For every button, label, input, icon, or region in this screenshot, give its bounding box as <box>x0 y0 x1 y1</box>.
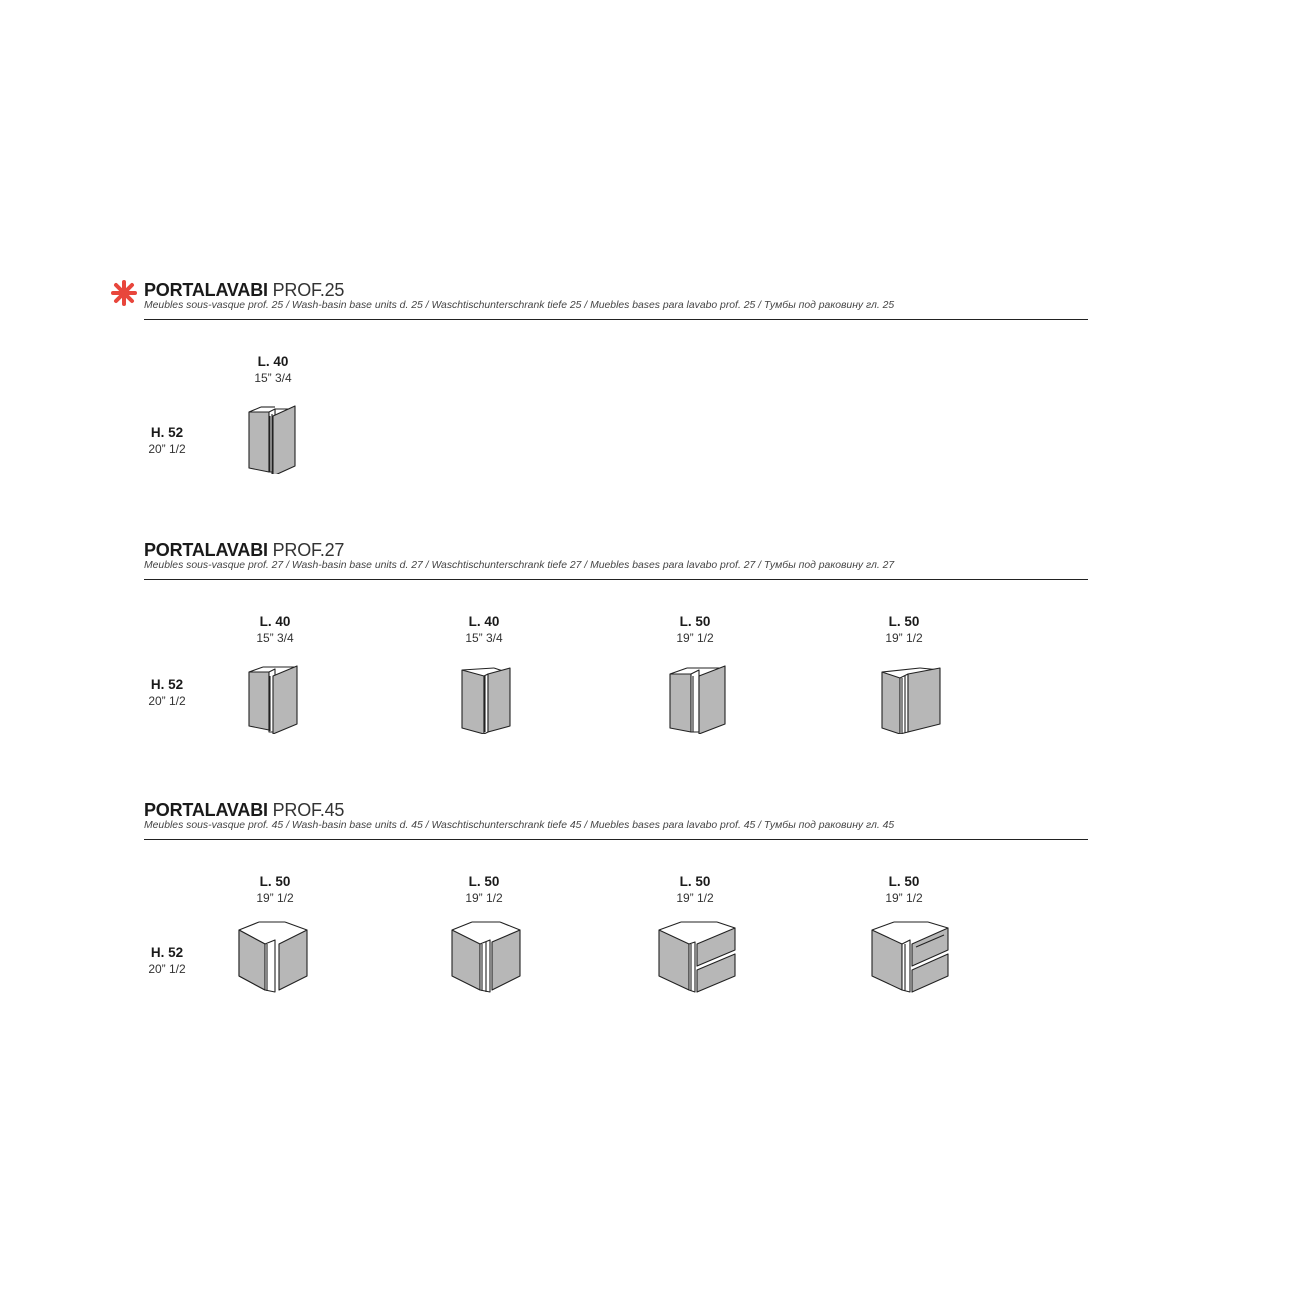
section-title <box>144 799 344 821</box>
section-subtitle: Meubles sous-vasque prof. 45 / Wash-basin base units d. 45 / Waschtischunterschrank tiefe 45 / Muebles bases para lavabo prof. 45 / Тумбы под раковину гл. 45 <box>144 820 895 831</box>
height-inches: 20” 1/2 <box>148 962 186 976</box>
section-prof-27 <box>0 533 1300 773</box>
product-item[interactable] <box>215 874 335 907</box>
section-subtitle: Meubles sous-vasque prof. 27 / Wash-basin base units d. 27 / Waschtischunterschrank tiefe 27 / Muebles bases para lavabo prof. 27 / Тумбы под раковину гл. 27 <box>144 560 895 571</box>
height-label <box>142 945 192 978</box>
height-value: H. 52 <box>150 945 184 960</box>
cabinet-two-drawers-right-icon <box>844 914 964 994</box>
product-item[interactable] <box>215 614 335 647</box>
cabinet-single-door-right-hinge-icon <box>213 394 333 474</box>
section-title <box>144 539 344 561</box>
section-title-bold: PORTALAVABI <box>144 800 268 820</box>
height-label <box>142 425 192 458</box>
height-value: H. 52 <box>150 677 184 692</box>
cabinet-deep-door-left-hinge-icon <box>424 914 544 994</box>
width-inches: 15” 3/4 <box>254 371 292 385</box>
section-title-depth: PROF.27 <box>272 540 345 560</box>
section-divider <box>144 319 1088 320</box>
product-item[interactable] <box>844 614 964 647</box>
product-item[interactable] <box>844 874 964 907</box>
height-label <box>142 677 192 710</box>
section-prof-45 <box>0 793 1300 1033</box>
width-inches: 19” 1/2 <box>885 891 923 905</box>
width-value: L. 50 <box>888 614 920 629</box>
section-divider <box>144 579 1088 580</box>
width-value: L. 40 <box>259 614 291 629</box>
product-item[interactable] <box>635 614 755 647</box>
section-title-depth: PROF.25 <box>272 280 345 300</box>
height-inches: 20” 1/2 <box>148 442 186 456</box>
asterisk-icon <box>111 280 137 306</box>
width-value: L. 50 <box>468 874 500 889</box>
width-inches: 19” 1/2 <box>676 891 714 905</box>
width-inches: 19” 1/2 <box>465 891 503 905</box>
cabinet-single-door-right-hinge-icon <box>635 654 755 734</box>
section-prof-25 <box>0 273 1300 513</box>
width-value: L. 50 <box>679 614 711 629</box>
product-item[interactable] <box>213 354 333 387</box>
width-value: L. 50 <box>888 874 920 889</box>
width-inches: 19” 1/2 <box>885 631 923 645</box>
height-inches: 20” 1/2 <box>148 694 186 708</box>
product-item[interactable] <box>424 874 544 907</box>
section-subtitle: Meubles sous-vasque prof. 25 / Wash-basin base units d. 25 / Waschtischunterschrank tiefe 25 / Muebles bases para lavabo prof. 25 / Тумбы под раковину гл. 25 <box>144 300 895 311</box>
section-title-depth: PROF.45 <box>272 800 345 820</box>
cabinet-single-door-left-hinge-icon <box>424 654 544 734</box>
width-value: L. 40 <box>257 354 289 369</box>
height-value: H. 52 <box>150 425 184 440</box>
cabinet-deep-door-right-hinge-icon <box>215 914 335 994</box>
cabinet-two-drawers-left-icon <box>635 914 755 994</box>
width-inches: 15” 3/4 <box>465 631 503 645</box>
section-title-bold: PORTALAVABI <box>144 280 268 300</box>
width-value: L. 50 <box>259 874 291 889</box>
width-value: L. 50 <box>679 874 711 889</box>
width-inches: 19” 1/2 <box>256 891 294 905</box>
product-item[interactable] <box>424 614 544 647</box>
width-inches: 19” 1/2 <box>676 631 714 645</box>
cabinet-single-door-right-hinge-icon <box>215 654 335 734</box>
section-title-bold: PORTALAVABI <box>144 540 268 560</box>
section-title <box>144 279 344 301</box>
product-item[interactable] <box>635 874 755 907</box>
width-value: L. 40 <box>468 614 500 629</box>
section-divider <box>144 839 1088 840</box>
width-inches: 15” 3/4 <box>256 631 294 645</box>
cabinet-single-door-left-hinge-icon <box>844 654 964 734</box>
